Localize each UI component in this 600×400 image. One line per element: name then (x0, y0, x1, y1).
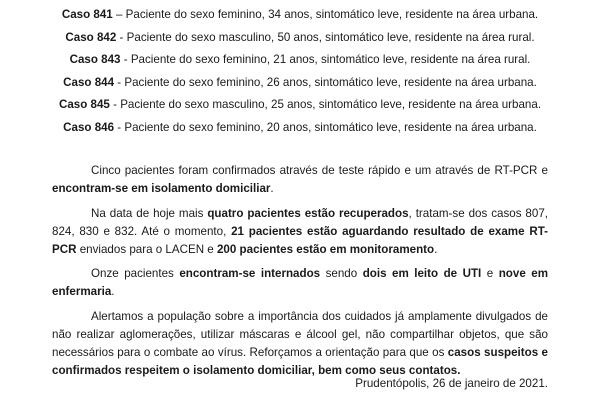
awaiting-results-highlight: 21 pacientes estão aguardando resultado de exame RT-PCR (52, 224, 548, 256)
case-description: Paciente do sexo feminino, 20 anos, sintomático leve, residente na área urbana. (124, 120, 537, 134)
paragraph-text: Onze pacientes (91, 267, 180, 280)
isolation-reminder-highlight: casos suspeitos e confirmados respeitem o isolamento domiciliar, bem como seus contatos. (52, 345, 548, 377)
case-item (0, 96, 600, 114)
paragraph-text: Cinco pacientes foram confirmados através de teste rápido e um através de RT-PCR e (91, 164, 548, 177)
case-item (0, 119, 600, 137)
ward-highlight: nove em enfermaria (52, 267, 549, 298)
paragraph-text: sendo (320, 267, 363, 280)
case-separator: - (109, 98, 121, 111)
case-label: Caso 841 (61, 8, 113, 21)
case-description: Paciente do sexo feminino, 34 anos, sintomático leve, residente na área urbana. (125, 8, 539, 21)
case-label: Caso 843 (69, 53, 121, 66)
icu-highlight: dois em leito de UTI (362, 267, 482, 280)
paragraph-text: . (111, 285, 115, 298)
hospitalized-highlight: encontram-se internados (179, 267, 321, 280)
case-item (0, 6, 600, 24)
paragraph-text: enviados para o LACEN e (76, 242, 217, 256)
recovered-highlight: quatro pacientes estão recuperados (207, 206, 409, 220)
bulletin-body (52, 162, 548, 386)
place-and-date: Prudentópolis, 26 de janeiro de 2021. (355, 377, 548, 390)
case-separator: - (114, 75, 125, 89)
case-separator: - (116, 30, 127, 44)
case-list (0, 6, 600, 141)
case-label: Caso 842 (65, 30, 117, 44)
paragraph-text: e (481, 267, 499, 280)
case-description: Paciente do sexo masculino, 25 anos, sintomático leve, residente na área urbana. (120, 98, 542, 111)
paragraph-text: . (270, 182, 274, 195)
case-item (0, 74, 600, 92)
paragraph-text: . (434, 242, 438, 256)
case-separator: - (114, 120, 125, 134)
paragraph-text: Na data de hoje mais (91, 206, 208, 220)
isolation-highlight: encontram-se em isolamento domiciliar (52, 182, 271, 195)
case-item (0, 51, 600, 69)
monitoring-highlight: 200 pacientes estão em monitoramento (216, 242, 435, 256)
paragraph-text: Alertamos a população sobre a importância dos cuidados já amplamente divulgados de não realizar aglomerações, utilizar máscaras e álcool gel, não compartilhar objetos, que são necessários para o combate ao vírus. Reforçamos a orientação para que os (52, 309, 548, 359)
paragraph-text: , tratam-se dos casos 807, 824, 830 e 832. Até o momento, (52, 206, 548, 238)
confirmation-paragraph (52, 162, 548, 198)
case-description: Paciente do sexo feminino, 26 anos, sintomático leve, residente na área urbana. (124, 75, 537, 89)
case-label: Caso 846 (63, 120, 115, 134)
case-label: Caso 844 (63, 75, 115, 89)
case-description: Paciente do sexo masculino, 50 anos, sintomático leve, residente na área rural. (126, 30, 535, 44)
recovery-paragraph (52, 205, 548, 259)
hospitalization-paragraph (52, 265, 548, 301)
case-separator: - (120, 53, 131, 66)
alert-paragraph (52, 308, 548, 380)
case-description: Paciente do sexo feminino, 21 anos, sintomático leve, residente na área rural. (130, 53, 531, 66)
case-item (0, 29, 600, 47)
case-label: Caso 845 (58, 98, 110, 111)
case-separator: – (112, 8, 126, 21)
